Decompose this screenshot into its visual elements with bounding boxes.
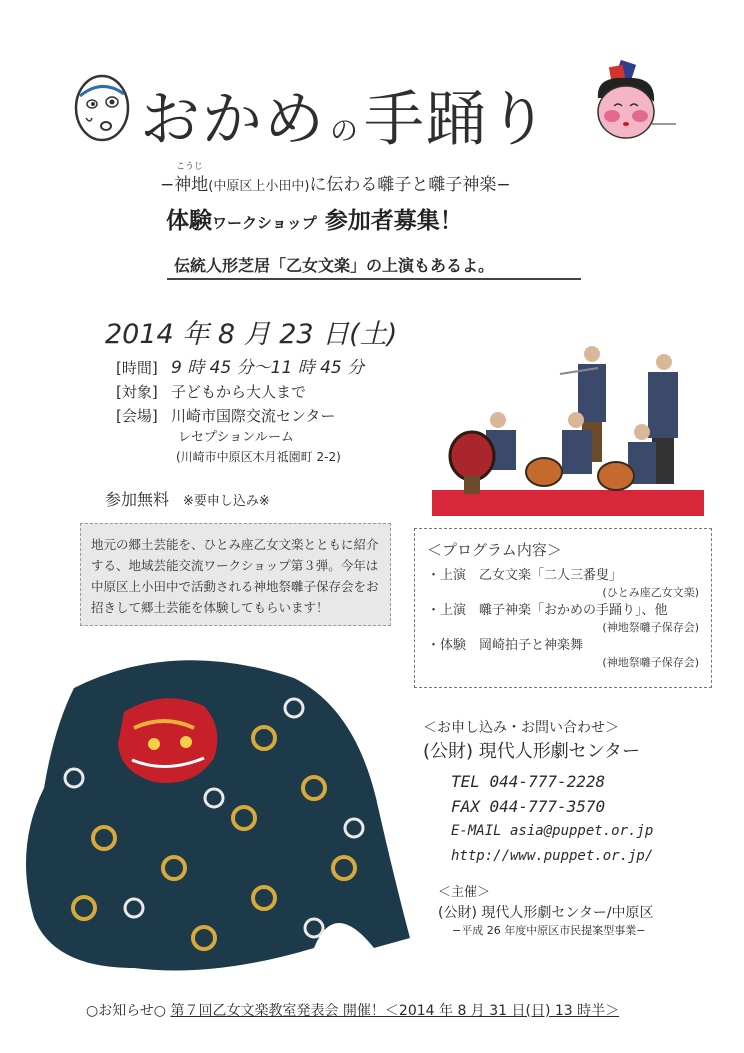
- contact-header: ＜お申し込み・お問い合わせ＞: [423, 720, 619, 736]
- page-title: おかめ の手踊り: [140, 85, 551, 155]
- contact-block: [423, 717, 653, 869]
- contact-fax: FAX 044-777-3570: [451, 797, 606, 816]
- contact-org: (公財) 現代人形劇センター: [423, 741, 641, 762]
- organizer-header: ＜主催＞: [438, 885, 491, 900]
- okame-figure-icon: [590, 58, 676, 148]
- venue-value: 川崎市国際交流センター: [171, 407, 336, 425]
- venue-room: レセプションルーム: [178, 430, 294, 445]
- program-item: ・上演 乙女文楽「二人三番叟」: [427, 568, 623, 583]
- time-label: [時間]: [116, 359, 158, 377]
- program-item: ・体験 岡崎拍子と神楽舞: [427, 638, 584, 653]
- notice: ○お知らせ○ 第７回乙女文楽教室発表会 開催！＜2014 年 8 月 31 日(日) 13 時半＞: [86, 1003, 620, 1019]
- organizer-name: (公財) 現代人形劇センター/中原区: [438, 905, 654, 921]
- program-org: (神地祭囃子保存会): [602, 621, 699, 634]
- venue-address: (川崎市中原区木月祗園町 2-2): [176, 450, 341, 464]
- organizer-block: [438, 884, 654, 940]
- ruby-reading: こうじ: [176, 162, 204, 172]
- participation-fee: 参加無料 ※要申し込み※: [105, 490, 270, 509]
- description-box: 地元の郷土芸能を、ひとみ座乙女文楽とともに紹介する、地域芸能交流ワークショップ第３弾。今年は中原区上小田中で活動される神地祭囃子保存会をお招きして郷土芸能を体験してもらいます！: [80, 523, 391, 626]
- notice-text: 第７回乙女文楽教室発表会 開催！＜2014 年 8 月 31 日(日) 13 時半＞: [170, 1003, 620, 1019]
- lion-dance-photo: [14, 648, 414, 993]
- contact-tel: TEL 044-777-2228: [451, 772, 606, 791]
- contact-url[interactable]: http://www.puppet.or.jp/: [451, 848, 654, 864]
- contact-email[interactable]: E-MAIL asia@puppet.or.jp: [451, 823, 654, 839]
- target-value: 子どもから大人まで: [171, 383, 307, 401]
- program-title: ＜プログラム内容＞: [427, 541, 562, 559]
- time-value: 9 時 45 分〜11 時 45 分: [171, 358, 365, 378]
- event-date: 2014 年 8 月 23 日(土): [105, 319, 398, 350]
- recruit-heading: 体験ワークショップ 参加者募集！: [166, 208, 463, 234]
- subtitle: −神地(中原区上小田中)に伝わる囃子と囃子神楽−: [160, 175, 511, 195]
- program-org: (ひとみ座乙女文楽): [602, 586, 699, 599]
- target-label: [対象]: [116, 383, 158, 401]
- organizer-project: −平成 26 年度中原区市民提案型事業−: [452, 924, 646, 937]
- performance-underline: [167, 278, 581, 280]
- program-box: [414, 528, 712, 688]
- program-org: (神地祭囃子保存会): [602, 656, 699, 669]
- event-details: [116, 356, 364, 466]
- performance-note: 伝統人形芝居「乙女文楽」の上演もあるよ。: [174, 256, 495, 275]
- venue-label: [会場]: [116, 407, 158, 425]
- program-item: ・上演 囃子神楽「おかめの手踊り」、他: [427, 603, 668, 618]
- musicians-photo: [432, 340, 704, 516]
- hyottoko-mask-icon: [72, 72, 134, 142]
